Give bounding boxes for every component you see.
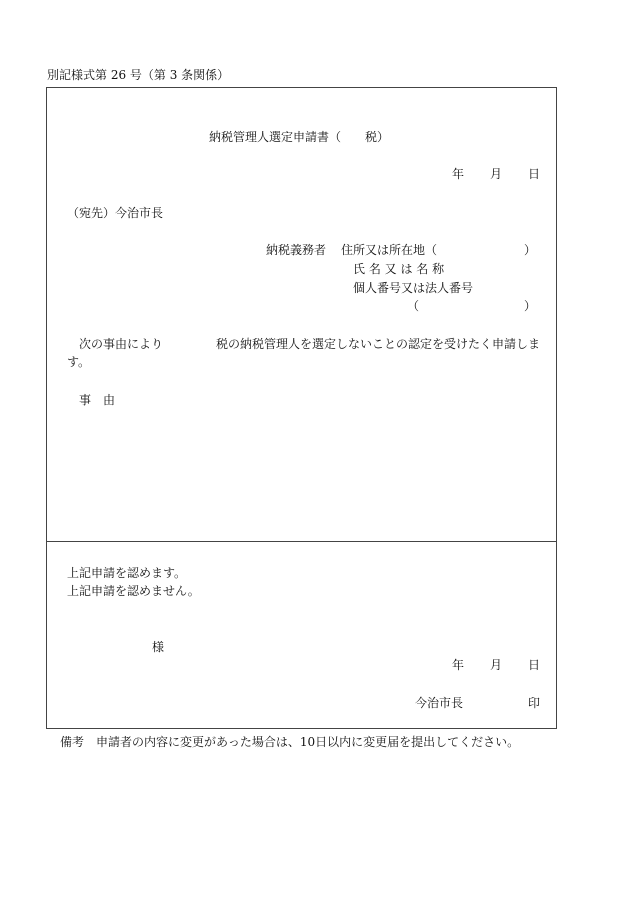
decision-date-year: 年: [452, 658, 465, 672]
application-date-day: 日: [528, 167, 541, 181]
address-label: 住所又は所在地（: [341, 243, 438, 257]
reason-label: 事 由: [79, 393, 116, 407]
mayor-title: 今治市長: [415, 696, 464, 710]
request-text-end: す。: [67, 355, 91, 369]
form-title: 納税管理人選定申請書（ 税）: [209, 130, 390, 144]
address-close-paren: ）: [524, 243, 537, 257]
form-number: 別記様式第 26 号（第 3 条関係）: [47, 68, 230, 82]
section-divider: [46, 541, 557, 542]
id-number-open-paren: （: [407, 299, 420, 313]
seal-mark: 印: [528, 696, 541, 710]
addressee: （宛先）今治市長: [67, 206, 164, 220]
application-date-year: 年: [452, 167, 465, 181]
footnote: 備考 申請者の内容に変更があった場合は、10日以内に変更届を提出してください。: [60, 735, 520, 749]
id-number-label: 個人番号又は法人番号: [353, 281, 474, 295]
approve-text: 上記申請を認めます。: [67, 566, 187, 580]
application-form-box: [46, 87, 557, 729]
request-text-middle: 税の納税管理人を選定しないことの認定を受けたく申請しま: [216, 337, 541, 351]
recipient-honorific: 様: [152, 640, 165, 654]
decision-date-day: 日: [528, 658, 541, 672]
request-text-start: 次の事由により: [79, 337, 164, 351]
decision-date-month: 月: [490, 658, 503, 672]
id-number-close-paren: ）: [524, 299, 537, 313]
taxpayer-label: 納税義務者: [266, 243, 327, 257]
application-date-month: 月: [490, 167, 503, 181]
reject-text: 上記申請を認めません。: [67, 584, 200, 598]
name-label: 氏 名 又 は 名 称: [353, 262, 445, 276]
